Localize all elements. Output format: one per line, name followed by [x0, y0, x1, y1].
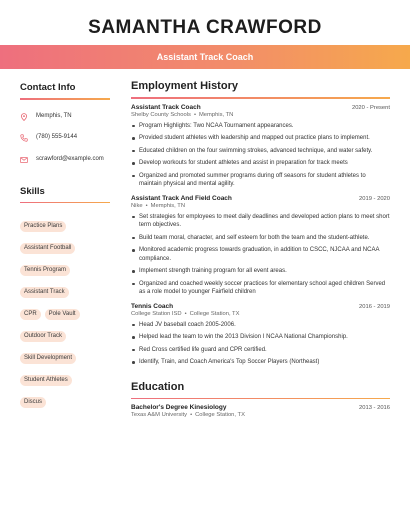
job-entry-org: College Station ISD	[131, 310, 182, 317]
skill-pill: Practice Plans	[20, 221, 66, 232]
skill-pill: Assistant Football	[20, 243, 75, 254]
education-entry	[131, 404, 390, 418]
job-entry	[131, 303, 390, 367]
bullet-item: Implement strength training program for all event areas.	[131, 267, 390, 276]
job-entry-title: Tennis Coach	[131, 302, 174, 310]
job-entry-dates: 2020 - Present	[351, 104, 390, 111]
sidebar	[20, 82, 110, 412]
contact-location	[20, 113, 110, 121]
skills-list	[20, 214, 110, 412]
separator-dot: •	[193, 111, 196, 118]
job-entry	[131, 104, 390, 189]
job-entry-dates: 2016 - 2019	[359, 303, 390, 310]
skills-divider	[20, 202, 110, 204]
separator-dot: •	[184, 310, 187, 317]
skill-pill: Discus	[20, 397, 46, 408]
bullet-item: Red Cross certified life guard and CPR certified.	[131, 346, 390, 355]
job-entry	[131, 195, 390, 297]
job-entry-location: Memphis, TN	[150, 202, 186, 209]
contact-email	[20, 155, 110, 164]
education-degree: Bachelor's Degree Kinesiology	[131, 404, 227, 411]
bullet-item: Head JV baseball coach 2005-2006.	[131, 321, 390, 330]
bullet-item: Program Highlights: Two NCAA Tournament appearances.	[131, 122, 390, 131]
job-entry-bullets	[131, 122, 390, 189]
email-icon	[20, 155, 36, 164]
job-entry-org: Nike	[131, 202, 143, 209]
education-school: Texas A&M University	[131, 412, 188, 418]
bullet-item: Organized and coached weekly soccer practices for elementary school aged children Served as a role model to younger Fairfield children	[131, 280, 390, 297]
skill-pill: Skill Development	[20, 353, 76, 364]
contact-divider	[20, 98, 110, 100]
education-dates: 2013 - 2016	[359, 405, 390, 411]
job-title-banner	[0, 45, 410, 69]
candidate-name: SAMANTHA CRAWFORD	[88, 17, 322, 38]
education-divider	[131, 398, 390, 400]
employment-divider	[131, 97, 390, 99]
bullet-item: Identify, Train, and Coach America's Top Soccer Players (Northeast)	[131, 358, 390, 367]
job-entry-location: Memphis, TN	[198, 111, 234, 118]
skill-pill: Assistant Track	[20, 287, 69, 298]
bullet-item: Organized and promoted summer programs during off seasons for student athletes to maintain physical and mental agility.	[131, 172, 390, 189]
skill-pill: Outdoor Track	[20, 331, 66, 342]
main-column	[131, 80, 390, 418]
separator-dot: •	[145, 202, 148, 209]
skill-pill: Tennis Program	[20, 265, 70, 276]
bullet-item: Provided student athletes with leadership and mapped out practice plans to implement.	[131, 134, 390, 143]
employment-heading: Employment History	[131, 80, 238, 92]
bullet-item: Develop workouts for student athletes and assist in preparation for track meets	[131, 159, 390, 168]
job-entry-org: Shelby County Schools	[131, 111, 191, 118]
location-pin-icon	[20, 113, 36, 121]
skill-pill: Student Athletes	[20, 375, 72, 386]
job-entry-bullets	[131, 213, 390, 297]
phone-icon	[20, 134, 36, 142]
contact-phone-text: (780) 555-9144	[36, 133, 78, 140]
education-location: College Station, TX	[195, 412, 245, 418]
contact-phone	[20, 134, 110, 142]
bullet-item: Build team moral, character, and self esteem for both the team and the student-athlete.	[131, 234, 390, 243]
skill-pill: Pole Vault	[45, 309, 80, 320]
job-entry-location: College Station, TX	[189, 310, 240, 317]
job-entry-title: Assistant Track And Field Coach	[131, 194, 232, 202]
separator-dot: •	[190, 412, 193, 418]
contact-location-text: Memphis, TN	[36, 112, 72, 119]
job-title: Assistant Track Coach	[156, 52, 254, 62]
contact-email-text[interactable]: scrawford@example.com	[36, 155, 104, 162]
job-entry-dates: 2019 - 2020	[359, 195, 390, 202]
bullet-item: Set strategies for employees to meet daily deadlines and developed action plans to meet short term objectives.	[131, 213, 390, 230]
bullet-item: Helped lead the team to win the 2013 Division I NCAA National Championship.	[131, 333, 390, 342]
bullet-item: Educated children on the four swimming strokes, advanced technique, and water safety.	[131, 147, 390, 156]
job-entry-title: Assistant Track Coach	[131, 103, 201, 111]
contact-heading: Contact Info	[20, 82, 76, 93]
bullet-item: Monitored academic progress towards graduation, in addition to CSCC, NJCAA and NCAA compliance.	[131, 246, 390, 263]
job-entry-bullets	[131, 321, 390, 367]
education-heading: Education	[131, 380, 185, 393]
skills-heading: Skills	[20, 185, 45, 197]
skill-pill: CPR	[20, 309, 41, 320]
